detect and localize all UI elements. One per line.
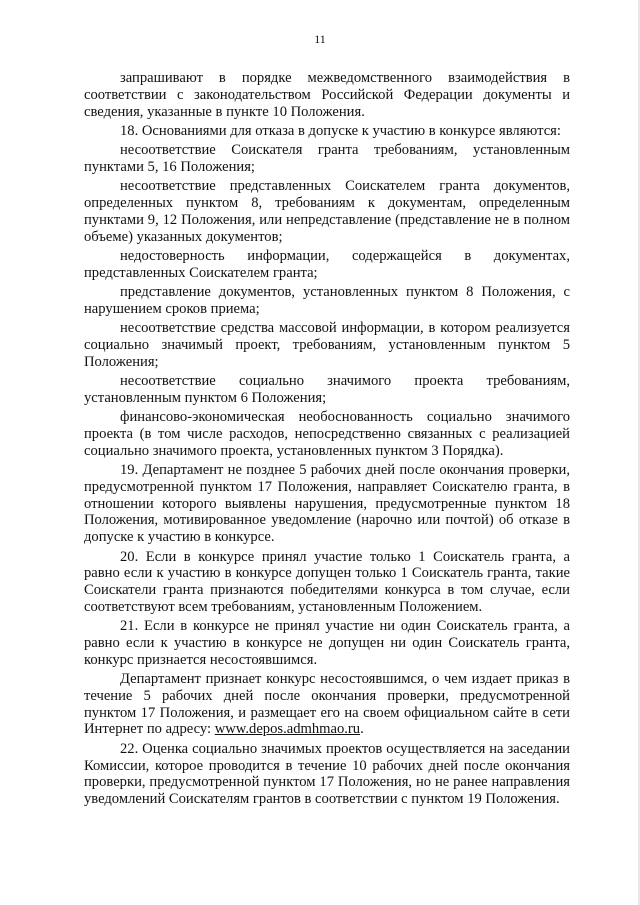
page-number: 11: [314, 32, 326, 46]
paragraph-18: 18. Основаниями для отказа в допуске к участию в конкурсе являются:: [120, 122, 561, 139]
document-body: [84, 70, 570, 808]
paragraph-text: Департамент признает конкурс несостоявшимся, о чем издает приказ в течение 5 рабочих дней после окончания проверки, предусмотренной пунктом 17 Положения, и размещает его на своем официальном сайте в сети Интернет по адресу:: [84, 671, 570, 738]
paragraph-22: 22. Оценка социально значимых проектов осуществляется на заседании Комиссии, которое проводится в течение 10 рабочих дней после окончания проверки, предусмотренной пунктом 17 Положения, но не ранее направления уведомлений Соискателям грантов в соответствии с пунктом 19 Положения.: [84, 740, 570, 808]
paragraph-19: 19. Департамент не позднее 5 рабочих дней после окончания проверки, предусмотренной пунктом 17 Положения, направляет Соискателю гранта, в отношении которого выявлены нарушения, предусмотренные пунктом 18 Положения, мотивированное уведомление (нарочно или почтой) об отказе в допуске к участию в конкурсе.: [84, 462, 570, 546]
paragraph-21: 21. Если в конкурсе не принял участие ни один Соискатель гранта, а равно если к участию в конкурсе не допущен ни один Соискатель гранта, конкурс признается несостоявшимся.: [84, 618, 570, 668]
paragraph-18-item-3: недостоверность информации, содержащейся в документах, представленных Соискателем гранта;: [84, 247, 570, 281]
paragraph-18-item-7: финансово-экономическая необоснованность социально значимого проекта (в том числе расходов, непосредственно связанных с реализацией социально значимого проекта, установленных пунктом 3 Порядка).: [84, 409, 570, 459]
paragraph-text-end: .: [360, 721, 364, 738]
paragraph-18-item-1: несоответствие Соискателя гранта требованиям, установленным пунктами 5, 16 Положения;: [84, 142, 570, 175]
paragraph-18-item-2: несоответствие представленных Соискателем гранта документов, определенных пунктом 8, требованиям к документам, определенным пунктами 9, 12 Положения, или непредставление (представление не в полном объеме) указанных документов;: [84, 178, 570, 245]
website-link[interactable]: www.depos.admhmao.ru: [214, 721, 361, 738]
paragraph-20: 20. Если в конкурсе принял участие только 1 Соискатель гранта, а равно если к участию в конкурсе допущен только 1 Соискатель гранта, такие Соискатели гранта признаются победителями конкурса в том случае, если соответствуют всем требованиям, установленным Положением.: [84, 548, 570, 615]
paragraph-18-item-6: несоответствие социально значимого проекта требованиям, установленным пунктом 6 Положения;: [84, 373, 570, 406]
paragraph-department-decision: [84, 671, 570, 738]
paragraph-continuation: запрашивают в порядке межведомственного взаимодействия в соответствии с законодательством Российской Федерации документы и сведения, указанные в пункте 10 Положения.: [84, 70, 570, 120]
paragraph-18-item-4: представление документов, установленных пунктом 8 Положения, с нарушением сроков приема;: [84, 284, 570, 317]
paragraph-18-item-5: несоответствие средства массовой информации, в котором реализуется социально значимый проект, требованиям, установленным пунктом 5 Положения;: [84, 320, 570, 370]
